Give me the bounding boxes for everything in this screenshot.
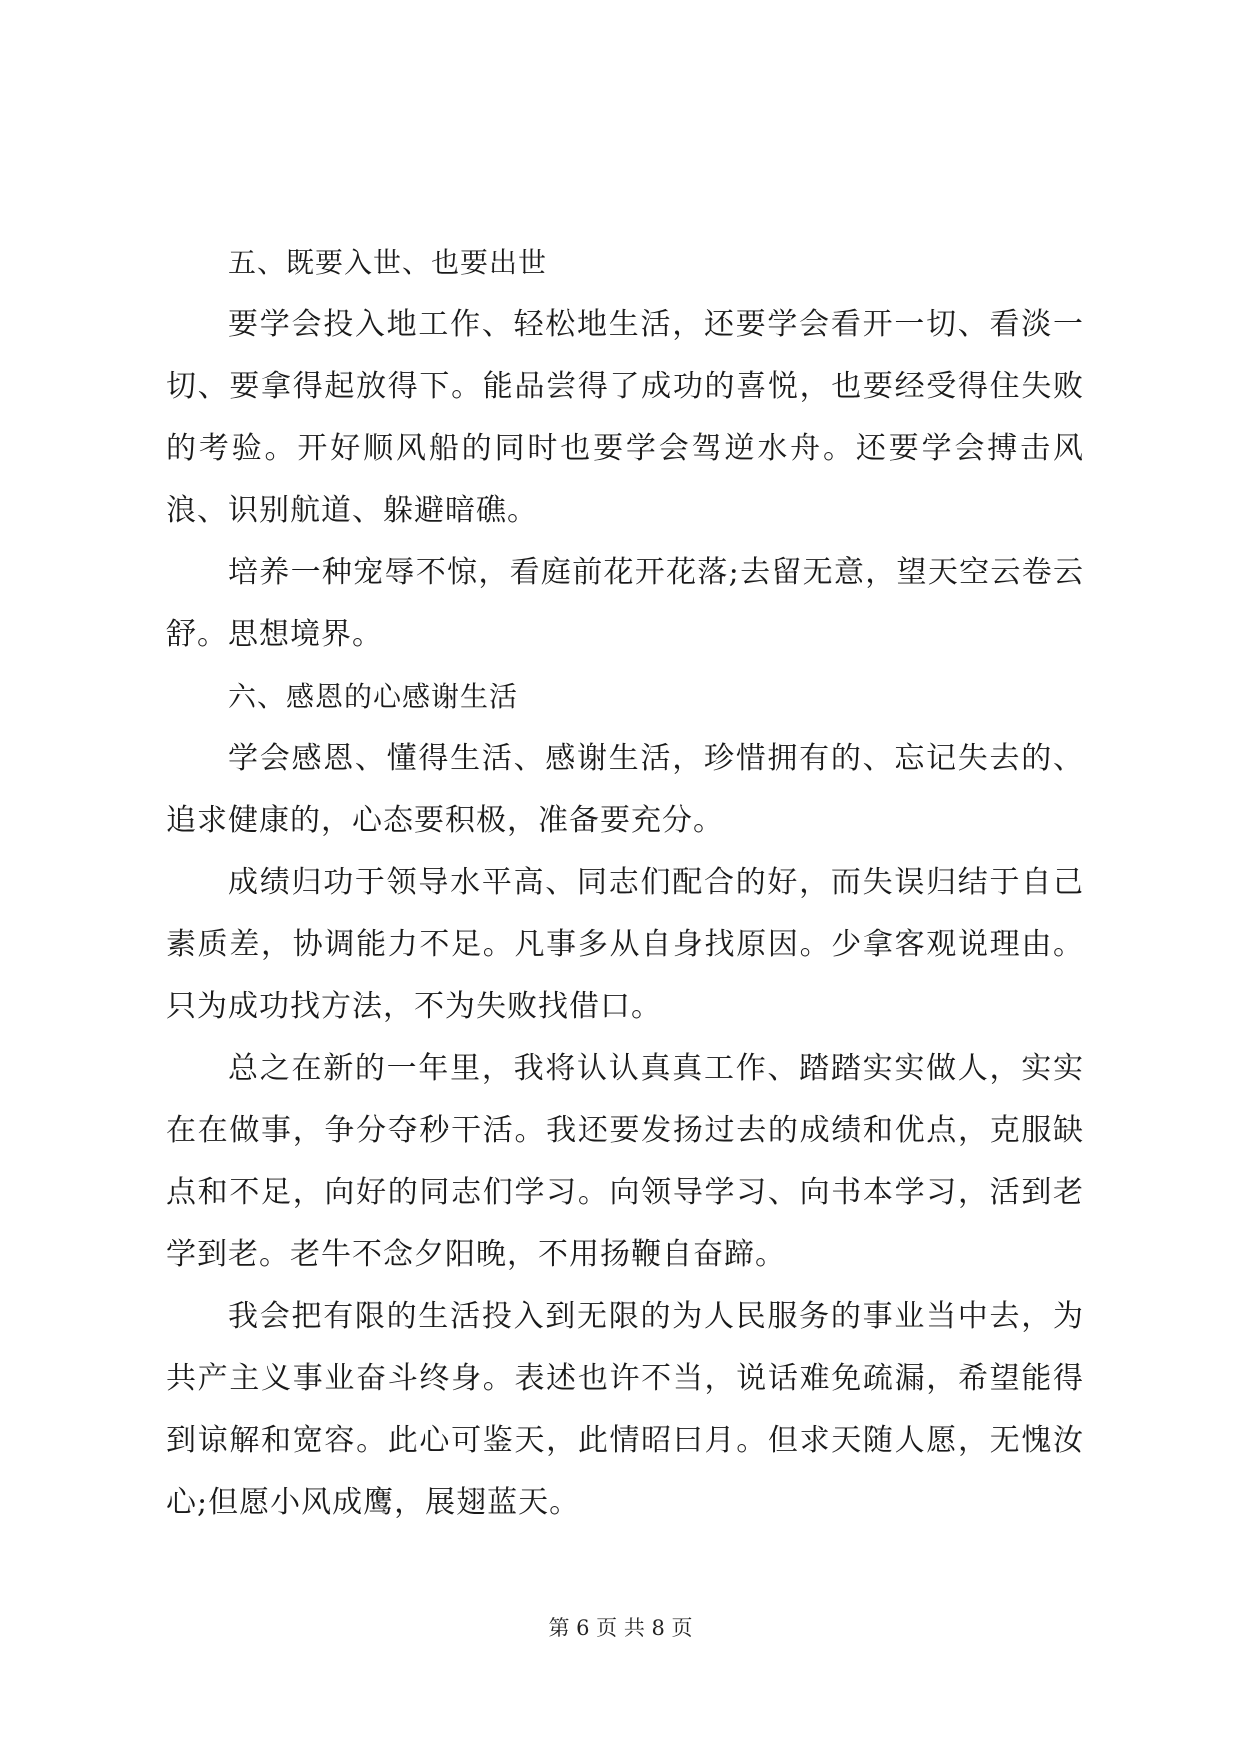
paragraph: 成绩归功于领导水平高、同志们配合的好，而失误归结于自己素质差，协调能力不足。凡事多从自身找原因。少拿客观说理由。只为成功找方法，不为失败找借口。 bbox=[166, 865, 1084, 1024]
paragraph: 学会感恩、懂得生活、感谢生活，珍惜拥有的、忘记失去的、追求健康的，心态要积极，准备要充分。 bbox=[166, 741, 1084, 838]
paragraph: 要学会投入地工作、轻松地生活，还要学会看开一切、看淡一切、要拿得起放得下。能品尝得了成功的喜悦，也要经受得住失败的考验。开好顺风船的同时也要学会驾逆水舟。还要学会搏击风浪、识别航道、躲避暗礁。 bbox=[166, 307, 1084, 528]
paragraph: 总之在新的一年里，我将认认真真工作、踏踏实实做人，实实在在做事，争分夺秒干活。我还要发扬过去的成绩和优点，克服缺点和不足，向好的同志们学习。向领导学习、向书本学习，活到老学到老。老牛不念夕阳晚，不用扬鞭自奋蹄。 bbox=[166, 1051, 1084, 1272]
section-heading-5: 五、既要入世、也要出世 bbox=[228, 246, 548, 279]
paragraph: 我会把有限的生活投入到无限的为人民服务的事业当中去，为共产主义事业奋斗终身。表述也许不当，说话难免疏漏，希望能得到谅解和宽容。此心可鉴天，此情昭曰月。但求天随人愿，无愧汝心;但愿小风成鹰，展翅蓝天。 bbox=[166, 1299, 1084, 1520]
document-body bbox=[166, 232, 1084, 1534]
paragraph: 培养一种宠辱不惊，看庭前花开花落;去留无意，望天空云卷云舒。思想境界。 bbox=[166, 555, 1084, 652]
section-heading-6: 六、感恩的心感谢生活 bbox=[228, 680, 519, 713]
page-number-footer: 第 6 页 共 8 页 bbox=[548, 1616, 693, 1640]
